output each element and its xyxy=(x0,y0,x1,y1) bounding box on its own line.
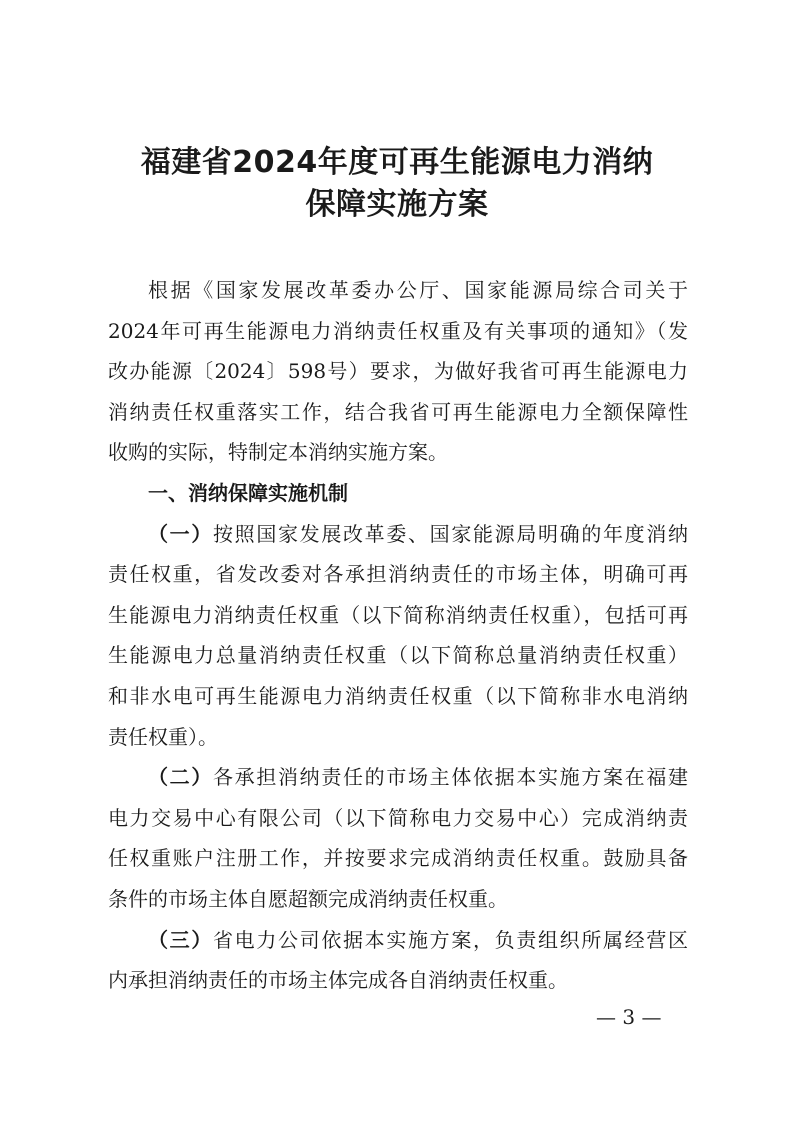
item-1-line: 生能源电力消纳责任权重（以下简称消纳责任权重），包括可再 xyxy=(108,602,688,627)
item-2-line: 任权重账户注册工作，并按要求完成消纳责任权重。鼓励具备 xyxy=(108,846,688,871)
item-3-label: （三） xyxy=(148,927,213,952)
item-2-first-line xyxy=(108,757,688,798)
item-3-first-text: 省电力公司依据本实施方案，负责组织所属经营区 xyxy=(213,927,688,952)
item-1-line: 责任权重）。 xyxy=(108,724,218,749)
item-3-first-line xyxy=(108,920,688,961)
item-2-label: （二） xyxy=(148,765,213,790)
intro-line: 消纳责任权重落实工作，结合我省可再生能源电力全额保障性 xyxy=(108,399,688,424)
item-1-line: 责任权重，省发改委对各承担消纳责任的市场主体，明确可再 xyxy=(108,562,688,587)
intro-line: 根据《国家发展改革委办公厅、国家能源局综合司关于 xyxy=(148,278,688,302)
item-3-line: 内承担消纳责任的市场主体完成各自消纳责任权重。 xyxy=(108,968,568,993)
item-1-label: （一） xyxy=(148,521,213,546)
item-2-line: 条件的市场主体自愿超额完成消纳责任权重。 xyxy=(108,886,508,911)
item-2-first-text: 各承担消纳责任的市场主体依据本实施方案在福建 xyxy=(213,765,688,790)
item-1-first-line xyxy=(108,514,688,555)
document-body xyxy=(108,270,688,1001)
item-1-line: 生能源电力总量消纳责任权重（以下简称总量消纳责任权重） xyxy=(108,643,688,668)
item-1-first-text: 按照国家发展改革委、国家能源局明确的年度消纳 xyxy=(213,521,688,546)
intro-line: 2024年可再生能源电力消纳责任权重及有关事项的通知》（发 xyxy=(108,318,688,343)
intro-line: 收购的实际，特制定本消纳实施方案。 xyxy=(108,440,448,465)
item-1-line: 和非水电可再生能源电力消纳责任权重（以下简称非水电消纳 xyxy=(108,683,688,708)
document-title-line-1: 福建省2024年度可再生能源电力消纳 xyxy=(140,145,654,180)
document-title-line-2: 保障实施方案 xyxy=(305,187,489,222)
intro-line: 改办能源〔2024〕598号）要求，为做好我省可再生能源电力 xyxy=(108,359,688,384)
item-2-line: 电力交易中心有限公司（以下简称电力交易中心）完成消纳责 xyxy=(108,805,688,830)
page-number: — 3 — xyxy=(596,1005,662,1029)
section-heading: 一、消纳保障实施机制 xyxy=(148,480,348,505)
